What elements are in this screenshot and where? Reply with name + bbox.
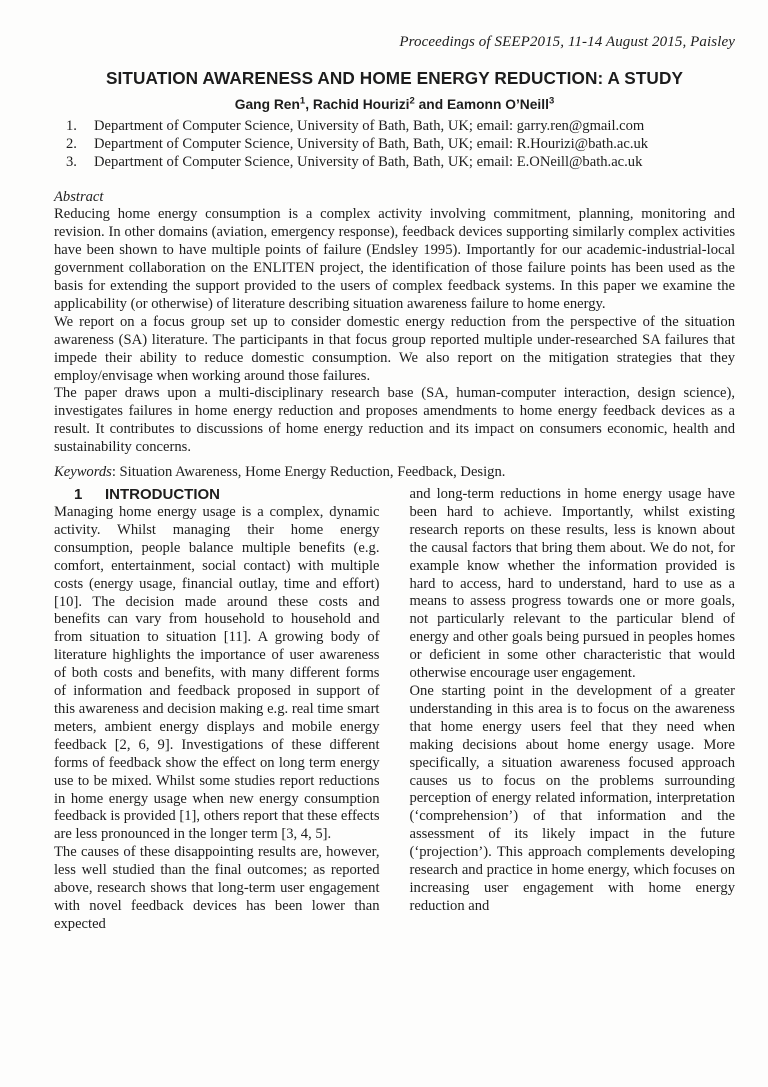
paper-title: SITUATION AWARENESS AND HOME ENERGY REDUCTION: A STUDY (105, 67, 684, 88)
body-paragraph: The causes of these disappointing results are, however, less well studied than the final outcomes; as reported above, research shows that long-term user engagement with novel feedback devices has been lower than expected (54, 844, 380, 932)
affiliation-item (66, 117, 735, 135)
two-column-body (54, 486, 735, 934)
section-title: INTRODUCTION (105, 486, 220, 504)
right-column (410, 486, 736, 934)
abstract-label: Abstract (54, 188, 104, 205)
abstract-paragraph: Reducing home energy consumption is a complex activity involving commitment, planning, monitoring and revision. In other domains (aviation, emergency response), feedback devices supporting similarly complex activities have been shown to have multiple points of failure (Endsley 1995). Importantly for our academic-industrial-local government collaboration on the ENLITEN project, the identification of those failure points has been used as the basis for extending the support provided to the users of complex feedback systems. In this paper we examine the applicability (or otherwise) of literature describing situation awareness failure to home energy. (54, 206, 735, 312)
affiliation-item (66, 135, 735, 153)
left-column (54, 486, 380, 934)
author-3-affiliation-mark: 3 (548, 95, 555, 107)
proceedings-header: Proceedings of SEEP2015, 11-14 August 2015, Paisley (399, 34, 735, 50)
keywords-label: Keywords (54, 464, 112, 481)
keywords-line (54, 464, 735, 482)
keywords-text: : Situation Awareness, Home Energy Reduction, Feedback, Design. (111, 464, 506, 481)
affiliation-text: Department of Computer Science, University of Bath, Bath, UK; email: R.Hourizi@bath.ac.uk (94, 136, 649, 153)
author-3: and Eamonn O’Neill$^3$ (414, 95, 555, 112)
body-paragraph: One starting point in the development of a greater understanding in this area is to focus on the awareness that home energy users feel that they need when making decisions about home energy usage. More specifically, a situation awareness focused approach causes us to focus on the problems surrounding perception of energy related information, interpretation (‘comprehension’) of that information and the assessment of its likely impact in the future (‘projection’). This approach complements developing research and practice in home energy, which focuses on increasing user engagement with home energy reduction and (409, 682, 735, 914)
affiliation-text: Department of Computer Science, University of Bath, Bath, UK; email: garry.ren@gmail.com (94, 117, 645, 134)
abstract-paragraph: The paper draws upon a multi-disciplinary research base (SA, human-computer interaction, design science), investigates failures in home energy reduction and proposes amendments to home energy feedback devices as a result. It contributes to discussions of home energy reduction and its impact on consumers economic, health and sustainability concerns. (54, 385, 735, 456)
abstract-body (54, 206, 735, 457)
body-paragraph: Managing home energy usage is a complex, dynamic activity. Whilst managing their home energy consumption, people balance multiple benefits (e.g. comfort, entertainment, social contact) with multiple costs (energy usage, financial outlay, time and effort) [10]. The decision made around these costs and benefits can vary from household to household and from situation to situation [11]. A growing body of literature highlights the importance of user awareness of both costs and benefits, with many different forms of information and feedback proposed in support of this awareness and decision making e.g. real time smart meters, ambient energy displays and mobile energy feedback [2, 6, 9]. Investigations of these different forms of feedback show the effect on long term energy use to be mixed. Whilst some studies report reductions in home energy usage when new energy consumption feedback is provided [1], others report that these effects are less pronounced in the longer term [3, 4, 5]. (54, 504, 380, 843)
author-2: , Rachid Hourizi$^2$ (305, 95, 415, 112)
affiliation-number: 3. (66, 154, 77, 171)
author-2-affiliation-mark: 2 (409, 95, 415, 107)
affiliation-list (66, 117, 735, 172)
section-heading-introduction (54, 486, 380, 504)
affiliation-number: 1. (66, 117, 77, 134)
author-1-affiliation-mark: 1 (299, 95, 306, 107)
body-paragraph: and long-term reductions in home energy usage have been hard to achieve. Importantly, whilst existing research reports on these results, less is known about the causal factors that bring them about. We do not, for example know whether the information provided is hard to access, hard to understand, hard to use as a means to assess progress towards one or more goals, not particularly relevant to the particular blend of energy and other goals being pursued in peoples homes or deficient in some other characteristic that would otherwise encourage user engagement. (409, 486, 735, 682)
author-1: Gang Ren$^1$ (234, 95, 306, 112)
affiliation-item (66, 153, 735, 171)
section-number: 1 (74, 486, 83, 504)
affiliation-number: 2. (66, 136, 77, 153)
author-line (54, 96, 735, 113)
abstract-paragraph: We report on a focus group set up to consider domestic energy reduction from the perspective of the situation awareness (SA) literature. The participants in that focus group reported multiple under-researched SA failures that impede their ability to reduce domestic consumption. We also report on the mitigation strategies that they employ/envisage when working around those failures. (54, 313, 735, 384)
affiliation-text: Department of Computer Science, University of Bath, Bath, UK; email: E.ONeill@bath.ac.uk (94, 154, 643, 171)
